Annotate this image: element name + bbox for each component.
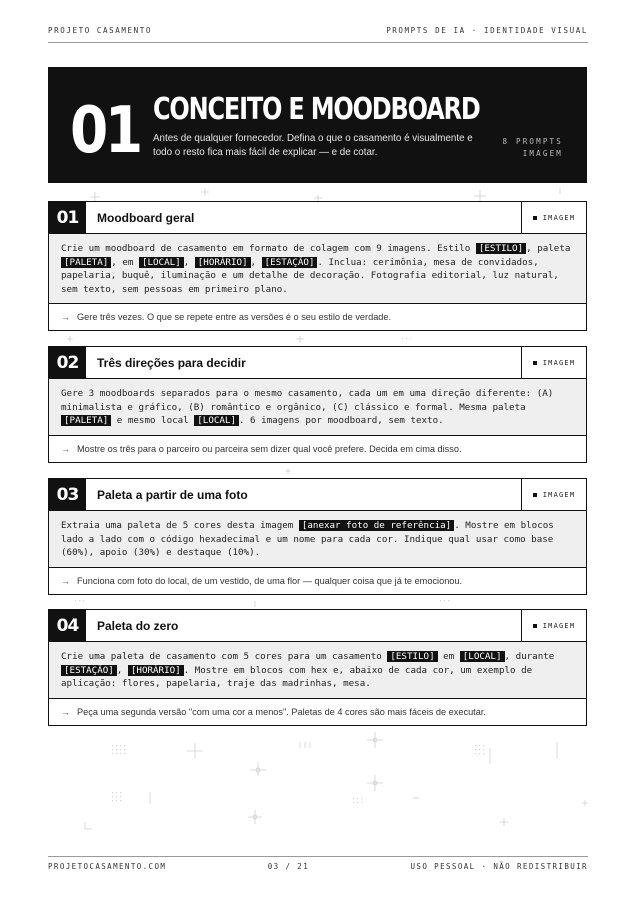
placeholder-token: [ESTAÇÃO] — [61, 665, 117, 676]
tip-text: Funciona com foto do local, de um vestido, de uma flor — qualquer coisa que já te emocionou. — [77, 575, 463, 586]
card-type-badge — [521, 479, 586, 510]
square-icon — [533, 361, 537, 365]
arrow-right-icon: → — [61, 575, 70, 586]
card-tip — [49, 699, 586, 725]
section-hero — [48, 67, 587, 183]
prompt-segment: , durante — [504, 651, 555, 662]
prompt-segment: em — [437, 651, 460, 662]
card-type-label: IMAGEM — [542, 358, 576, 367]
prompt-segment: , em — [111, 256, 139, 268]
card-title: Três direções para decidir — [97, 355, 246, 370]
prompt-segment: . Inclua: cerimônia, mesa de convidados, papelaria, buquê, iluminação e um detalhe de decoração. Fotografia editorial, luz natural, sem texto, sem pessoas em primeiro plano. — [61, 256, 559, 295]
square-icon — [533, 493, 537, 497]
prompt-segment: , — [116, 664, 128, 676]
card-number: 04 — [49, 610, 86, 641]
prompt-segment: Crie uma paleta de casamento com 5 cores para um casamento — [61, 651, 388, 662]
footer-divider — [48, 856, 588, 857]
card-header — [49, 347, 586, 379]
tip-text: Peça uma segunda versão "com uma cor a menos". Paletas de 4 cores são mais fáceis de executar. — [77, 706, 486, 717]
square-icon — [533, 216, 537, 220]
card-title: Paleta a partir de uma foto — [97, 487, 248, 502]
placeholder-token: [ESTILO] — [387, 651, 437, 662]
card-tip — [49, 304, 586, 330]
prompt-text — [49, 511, 586, 568]
card-type-label: IMAGEM — [542, 490, 576, 499]
card-header — [49, 610, 586, 642]
placeholder-token: [HORÁRIO] — [195, 257, 251, 268]
card-tip — [49, 436, 586, 462]
prompt-text — [49, 379, 586, 436]
card-type-badge — [521, 347, 586, 378]
arrow-right-icon: → — [61, 706, 70, 717]
placeholder-token: [LOCAL] — [139, 257, 184, 268]
placeholder-token: [LOCAL] — [194, 415, 239, 426]
prompt-card — [48, 609, 587, 726]
tip-text: Gere três vezes. O que se repete entre as versões é o seu estilo de verdade. — [77, 312, 392, 323]
section-meta — [483, 136, 563, 160]
page-footer — [48, 862, 588, 871]
card-title: Moodboard geral — [97, 210, 195, 225]
card-type-badge — [521, 610, 586, 641]
card-header — [49, 202, 586, 234]
page-number: 03 / 21 — [267, 862, 310, 871]
section-subtitle: Antes de qualquer fornecedor. Defina o que o casamento é visualmente e todo o resto fica mais fácil de explicar — e de cotar. — [153, 133, 473, 158]
card-number: 01 — [49, 202, 86, 233]
placeholder-token: [HORÁRIO] — [128, 665, 184, 676]
arrow-right-icon: → — [61, 312, 70, 323]
footer-site: PROJETOCASAMENTO.COM — [48, 862, 167, 871]
placeholder-token: [LOCAL] — [460, 651, 505, 662]
prompt-segment: , — [250, 256, 262, 268]
tip-text: Mostre os três para o parceiro ou parceira sem dizer qual você prefere. Decida em cima disso. — [77, 443, 462, 454]
prompt-segment: Gere 3 moodboards separados para o mesmo casamento, cada um em uma direção diferente: (A) minimalista e gráfico, (B) romântico e orgânico, (C) clássico e formal. Mesma paleta — [61, 388, 554, 413]
card-type-label: IMAGEM — [542, 213, 576, 222]
prompt-segment: . Mostre em blocos lado a lado com o código hexadecimal e um nome para cada cor. Indique qual usar como base (60%), apoio (30%) e destaque (10%). — [61, 520, 554, 559]
card-header — [49, 479, 586, 511]
prompt-segment: e mesmo local — [111, 415, 195, 427]
section-title: CONCEITO E MOODBOARD — [153, 92, 480, 127]
placeholder-token: [PALETA] — [61, 415, 111, 426]
card-number: 03 — [49, 479, 86, 510]
header-divider — [48, 42, 588, 43]
header-brand: PROJETO CASAMENTO — [48, 26, 152, 35]
prompt-segment: Extraia uma paleta de 5 cores desta imagem — [61, 520, 299, 531]
card-title: Paleta do zero — [97, 618, 179, 633]
card-type-label: IMAGEM — [542, 621, 576, 630]
prompt-card — [48, 346, 587, 463]
prompt-segment: . 6 imagens por moodboard, sem texto. — [238, 415, 444, 427]
section-meta-count: 8 PROMPTS — [502, 137, 563, 146]
arrow-right-icon: → — [61, 443, 70, 454]
placeholder-token: [PALETA] — [61, 257, 111, 268]
square-icon — [533, 624, 537, 628]
prompt-text — [49, 642, 586, 699]
card-tip — [49, 568, 586, 594]
footer-notice: USO PESSOAL · NÃO REDISTRIBUIR — [410, 862, 588, 871]
prompt-segment: , paleta — [526, 243, 571, 254]
placeholder-token: [ESTILO] — [476, 243, 526, 254]
prompt-card — [48, 201, 587, 331]
card-number: 02 — [49, 347, 86, 378]
prompt-segment: , — [183, 256, 195, 268]
card-type-badge — [521, 202, 586, 233]
page-header — [48, 26, 588, 35]
prompt-text — [49, 234, 586, 304]
prompt-segment: Crie um moodboard de casamento em formato de colagem com 9 imagens. Estilo — [61, 243, 476, 254]
section-meta-type: IMAGEM — [522, 149, 563, 158]
section-number: 01 — [70, 94, 140, 168]
header-section: PROMPTS DE IA · IDENTIDADE VISUAL — [386, 26, 588, 35]
prompt-card — [48, 478, 587, 595]
placeholder-token: [anexar foto de referência] — [299, 520, 454, 531]
placeholder-token: [ESTAÇÃO] — [262, 257, 318, 268]
prompt-segment: . Mostre em blocos com hex e, abaixo de cada cor, um exemplo de aplicação: flores, papelaria, traje das madrinhas, mesa. — [61, 664, 533, 690]
